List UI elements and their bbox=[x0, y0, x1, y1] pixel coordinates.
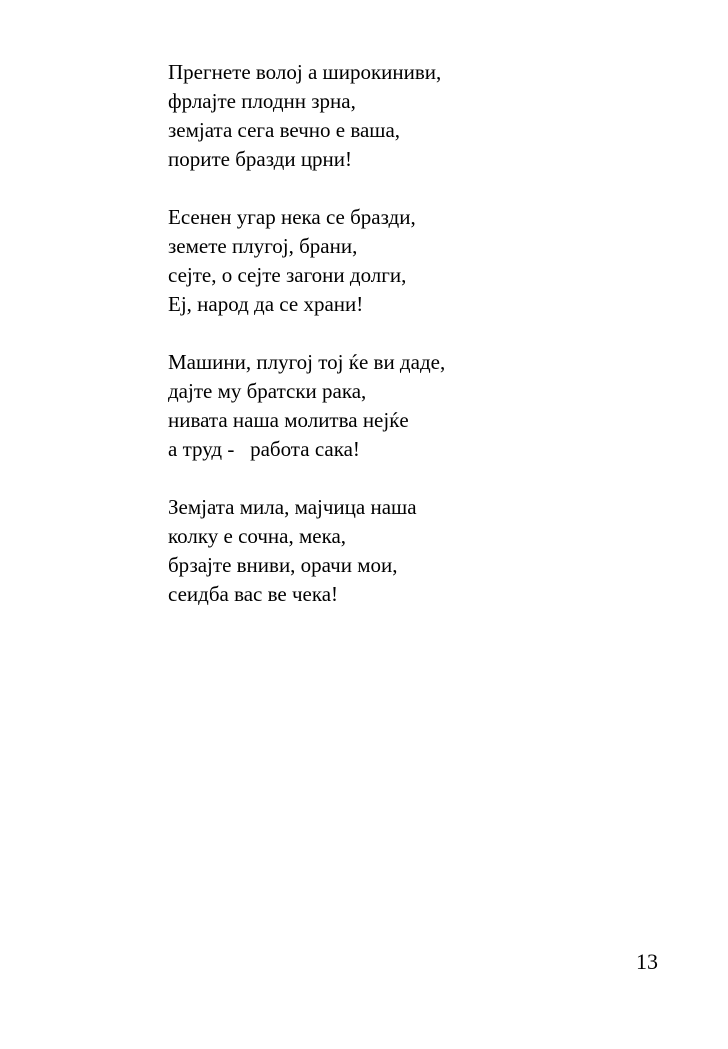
page-number: 13 bbox=[636, 949, 658, 974]
poem-line: фрлајте плоднн зрна, bbox=[168, 89, 356, 113]
poem-line: а труд - работа сака! bbox=[168, 437, 360, 461]
poem-line: земете плугој, брани, bbox=[168, 234, 358, 258]
poem-line: Ej, народ да се храни! bbox=[168, 292, 364, 316]
stanza-4 bbox=[168, 493, 668, 609]
stanza-1 bbox=[168, 58, 668, 174]
poem-line: сејте, о сејте загони долги, bbox=[168, 263, 407, 287]
poem-line: дајте му братски рака, bbox=[168, 379, 367, 403]
stanza-3 bbox=[168, 348, 668, 464]
poem bbox=[168, 58, 668, 638]
poem-line: порите бразди црни! bbox=[168, 147, 353, 171]
poem-line: нивата наша молитва нејќе bbox=[168, 408, 409, 432]
poem-line: Прегнете волој а широкиниви, bbox=[168, 60, 442, 84]
poem-line: брзајте вниви, орачи мои, bbox=[168, 553, 398, 577]
poem-line: колку е сочна, мека, bbox=[168, 524, 347, 548]
stanza-2 bbox=[168, 203, 668, 319]
poem-line: Машини, плугој тој ќе ви даде, bbox=[168, 350, 446, 374]
poem-line: сеидба вас ве чека! bbox=[168, 582, 339, 606]
poem-line: Земјата мила, мајчица наша bbox=[168, 495, 417, 519]
poem-line: земјата сега вечно е ваша, bbox=[168, 118, 401, 142]
poem-line: Есенен угар нека се бразди, bbox=[168, 205, 416, 229]
